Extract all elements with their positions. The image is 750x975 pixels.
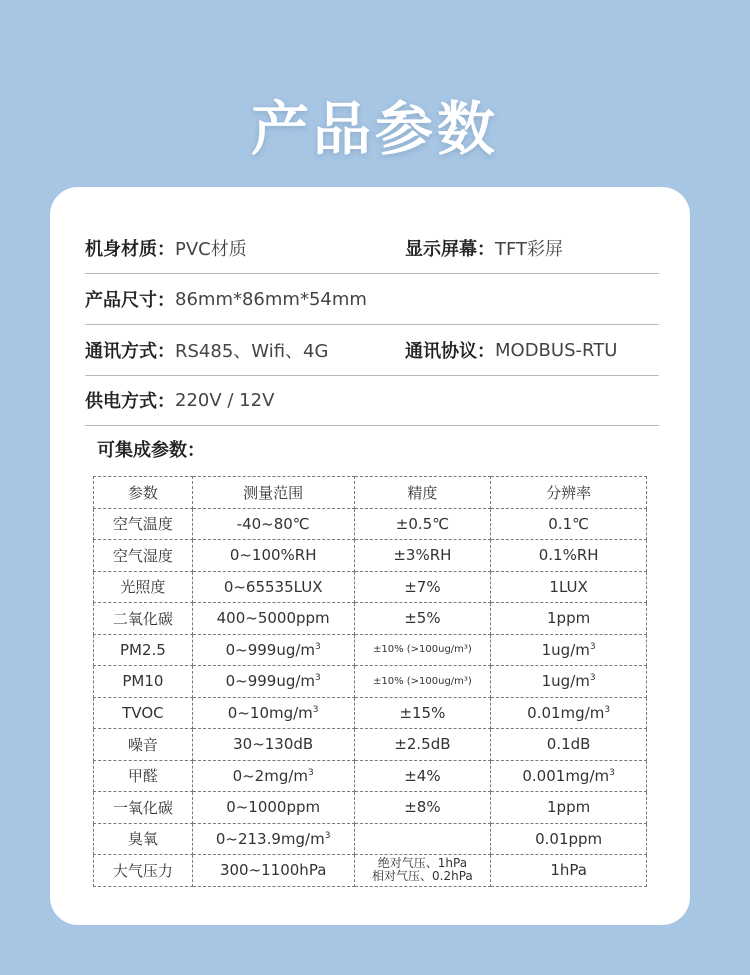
cell-name: 二氧化碳 xyxy=(94,603,193,635)
cell-accuracy: ±2.5dB xyxy=(354,729,491,761)
cell-accuracy: ±0.5℃ xyxy=(354,508,491,540)
range-text: 0~999ug/m xyxy=(225,640,316,659)
header-accuracy: 精度 xyxy=(354,477,491,509)
spec-value: 220V / 12V xyxy=(175,389,275,411)
spec-value: 86mm*86mm*54mm xyxy=(175,288,367,310)
cell-resolution: 1ppm xyxy=(491,792,647,824)
spec-row-power xyxy=(85,375,659,426)
spec-value: RS485、Wifi、4G xyxy=(175,341,329,362)
table-row xyxy=(94,603,647,635)
resolution-text: 1ug/m xyxy=(541,672,590,691)
cell-range: 0~65535LUX xyxy=(192,571,354,603)
cell-name: 空气湿度 xyxy=(94,540,193,572)
cell-resolution: 1LUX xyxy=(491,571,647,603)
cell-accuracy: ±5% xyxy=(354,603,491,635)
spec-key: 供电方式： xyxy=(85,391,175,412)
cell-resolution xyxy=(491,697,647,729)
table-row xyxy=(94,697,647,729)
cell-resolution xyxy=(491,666,647,698)
range-text: 0~2mg/m xyxy=(232,766,309,785)
cell-name: PM2.5 xyxy=(94,634,193,666)
cell-resolution: 1hPa xyxy=(491,855,647,887)
cell-range xyxy=(192,634,354,666)
cell-range: 0~100%RH xyxy=(192,540,354,572)
cell-accuracy: ±15% xyxy=(354,697,491,729)
spec-row-size xyxy=(85,274,659,325)
cell-accuracy: ±7% xyxy=(354,571,491,603)
table-row xyxy=(94,760,647,792)
cell-range xyxy=(192,697,354,729)
unit-superscript: 3 xyxy=(308,767,314,778)
spec-row-material-display xyxy=(85,223,659,274)
spec-body-material xyxy=(85,235,247,261)
unit-superscript: 3 xyxy=(315,673,321,684)
cell-resolution: 0.1%RH xyxy=(491,540,647,572)
cell-range: 0~1000ppm xyxy=(192,792,354,824)
cell-range: 300~1100hPa xyxy=(192,855,354,887)
cell-name: 一氧化碳 xyxy=(94,792,193,824)
resolution-text: 0.01mg/m xyxy=(527,703,605,722)
cell-accuracy: ±8% xyxy=(354,792,491,824)
resolution-text: 0.001mg/m xyxy=(522,766,610,785)
spec-row-comm-protocol xyxy=(85,325,659,376)
spec-value: PVC材质 xyxy=(175,239,247,260)
spec-key: 显示屏幕： xyxy=(405,239,495,260)
header-param: 参数 xyxy=(94,477,193,509)
table-row xyxy=(94,571,647,603)
header-range: 测量范围 xyxy=(192,477,354,509)
page-title: 产品参数 xyxy=(250,95,499,163)
cell-name: 大气压力 xyxy=(94,855,193,887)
table-row xyxy=(94,634,647,666)
table-row xyxy=(94,508,647,540)
cell-resolution: 0.1dB xyxy=(491,729,647,761)
spec-power xyxy=(85,387,274,413)
spec-key: 通讯方式： xyxy=(85,341,175,362)
unit-superscript: 3 xyxy=(589,673,596,684)
spec-comm xyxy=(85,337,328,363)
spec-protocol xyxy=(405,337,617,363)
unit-superscript: 3 xyxy=(312,704,319,715)
cell-name: 噪音 xyxy=(94,729,193,761)
cell-name: PM10 xyxy=(94,666,193,698)
table-row xyxy=(94,823,647,855)
resolution-text: 1ug/m xyxy=(541,640,590,659)
cell-accuracy: ±10% (>100ug/m³) xyxy=(354,634,491,666)
params-heading: 可集成参数： xyxy=(97,440,205,461)
table-row xyxy=(94,855,647,887)
cell-range: -40~80℃ xyxy=(192,508,354,540)
cell-resolution: 0.01ppm xyxy=(491,823,647,855)
cell-resolution: 0.1℃ xyxy=(491,508,647,540)
spec-card xyxy=(50,187,690,925)
cell-accuracy: ±4% xyxy=(354,760,491,792)
cell-accuracy: ±3%RH xyxy=(354,540,491,572)
cell-accuracy: ±10% (>100ug/m³) xyxy=(354,666,491,698)
cell-resolution xyxy=(491,760,647,792)
cell-name: 甲醛 xyxy=(94,760,193,792)
spec-key: 通讯协议： xyxy=(405,341,495,362)
unit-superscript: 3 xyxy=(609,767,615,778)
cell-name: TVOC xyxy=(94,697,193,729)
header-resolution: 分辨率 xyxy=(491,477,647,509)
spec-display xyxy=(405,235,563,261)
spec-size xyxy=(85,286,367,312)
spec-value: MODBUS-RTU xyxy=(495,339,618,361)
cell-name: 臭氧 xyxy=(94,823,193,855)
range-text: 0~999ug/m xyxy=(225,672,316,691)
unit-superscript: 3 xyxy=(604,704,611,715)
table-row xyxy=(94,729,647,761)
cell-name: 空气温度 xyxy=(94,508,193,540)
accuracy-line: 相对气压、0.2hPa xyxy=(372,869,473,884)
table-row xyxy=(94,792,647,824)
cell-range: 30~130dB xyxy=(192,729,354,761)
spec-key: 机身材质： xyxy=(85,239,175,260)
cell-accuracy xyxy=(354,823,491,855)
cell-resolution: 1ppm xyxy=(491,603,647,635)
cell-name: 光照度 xyxy=(94,571,193,603)
table-row xyxy=(94,666,647,698)
cell-resolution xyxy=(491,634,647,666)
table-header-row xyxy=(94,477,647,509)
table-row xyxy=(94,540,647,572)
cell-range xyxy=(192,760,354,792)
range-text: 0~213.9mg/m xyxy=(215,829,325,848)
cell-range: 400~5000ppm xyxy=(192,603,354,635)
range-text: 0~10mg/m xyxy=(227,703,313,722)
accuracy-line: 绝对气压、1hPa xyxy=(377,856,468,871)
unit-superscript: 3 xyxy=(324,830,331,841)
spec-key: 产品尺寸： xyxy=(85,290,175,311)
cell-accuracy xyxy=(354,855,491,887)
spec-value: TFT彩屏 xyxy=(495,239,564,260)
params-table xyxy=(93,476,647,887)
cell-range xyxy=(192,823,354,855)
unit-superscript: 3 xyxy=(315,641,321,652)
cell-range xyxy=(192,666,354,698)
unit-superscript: 3 xyxy=(589,641,596,652)
